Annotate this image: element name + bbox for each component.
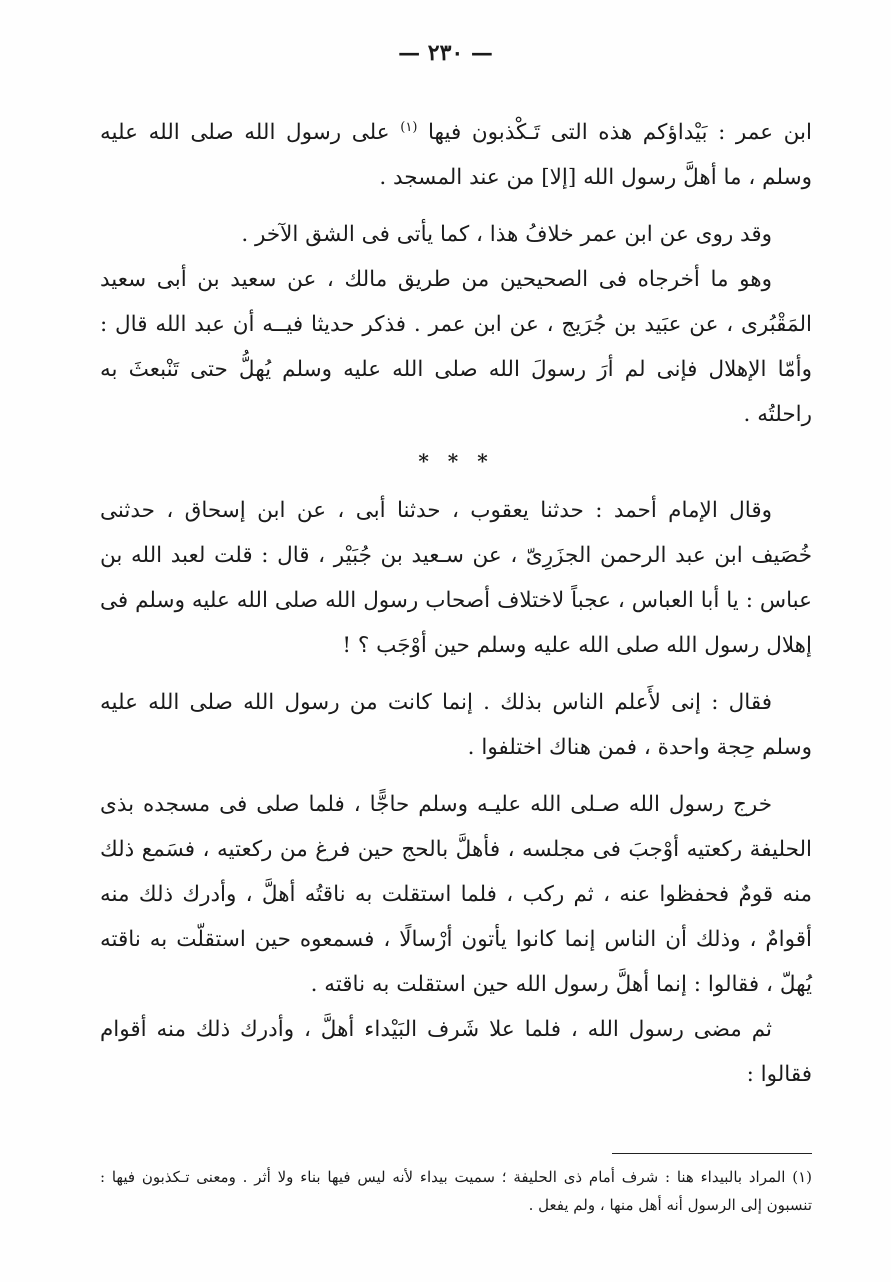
- footnotes: [100, 1163, 812, 1219]
- footnote-divider: [612, 1153, 812, 1154]
- paragraph-1-start: ابن عمر : بَيْداؤكم هذه التى تَـكْذبون فيها: [428, 120, 812, 145]
- paragraph-6: خرج رسول الله صـلى الله عليـه وسلم حاجًّا ، فلما صلى فى مسجده بذى الحليفة ركعتيه أوْجبَ فى مجلسه ، فأهلَّ بالحج حين فرغ من ركعتيه ، فسَمع ذلك منه قومٌ فحفظوا عنه ، ثم ركب ، فلما استقلت به ناقتُه أهلَّ ، وأدرك ذلك منه أقوامٌ ، وذلك أن الناس إنما كانوا يأتون أرْسالًا ، فسمعوه حين استقلّت به ناقته يُهلّ ، فقالوا : إنما أهلَّ رسول الله حين استقلت به ناقته .: [100, 792, 812, 997]
- main-text: [100, 110, 812, 1097]
- paragraph-1-rest: على رسول الله صلى الله عليه وسلم ، ما أهلَّ رسول الله [إلا] من عند المسجد .: [100, 120, 812, 190]
- footnote-1: (١) المراد بالبيداء هنا : شرف أمام ذى الحليفة ؛ سميت بيداء لأنه ليس فيها بناء ولا أثر . ومعنى تـكذبون فيها : تنسبون إلى الرسول أنه أهل منها ، ولم يفعل .: [100, 1168, 812, 1214]
- paragraph-2: وقد روى عن ابن عمر خلافُ هذا ، كما يأتى فى الشق الآخر .: [241, 222, 772, 247]
- paragraph-3: وهو ما أخرجاه فى الصحيحين من طريق مالك ، عن سعيد بن أبى سعيد المَقْبُرى ، عن عبَيد بن جُرَيج ، عن ابن عمر . فذكر حديثا فيــه أن عبد الله قال : وأمّا الإهلال فإنى لم أرَ رسولَ الله صلى الله عليه وسلم يُهلُّ حتى تَنْبعثَ به راحلتُه .: [100, 267, 812, 427]
- footnote-ref: (١): [400, 119, 418, 135]
- paragraph-1: [100, 110, 812, 200]
- paragraph-7: ثم مضى رسول الله ، فلما علا شَرف البَيْداء أهلَّ ، وأدرك ذلك منه أقوام فقالوا :: [100, 1017, 812, 1087]
- page-number: — ٢٣٠ —: [398, 40, 493, 66]
- section-divider: * * *: [418, 449, 494, 473]
- paragraph-4: وقال الإمام أحمد : حدثنا يعقوب ، حدثنا أبى ، عن ابن إسحاق ، حدثنى خُصَيف ابن عبد الرحمن الجزَرِىّ ، عن سـعيد بن جُبَيْر ، قال : قلت لعبد الله بن عباس : يا أبا العباس ، عجباً لاختلاف أصحاب رسول الله صلى الله عليه وسلم فى إهلال رسول الله صلى الله عليه وسلم حين أوْجَب ؟ !: [100, 498, 812, 658]
- paragraph-5: فقال : إنى لأَعلم الناس بذلك . إنما كانت من رسول الله صلى الله عليه وسلم حِجة واحدة ، فمن هناك اختلفوا .: [100, 690, 812, 760]
